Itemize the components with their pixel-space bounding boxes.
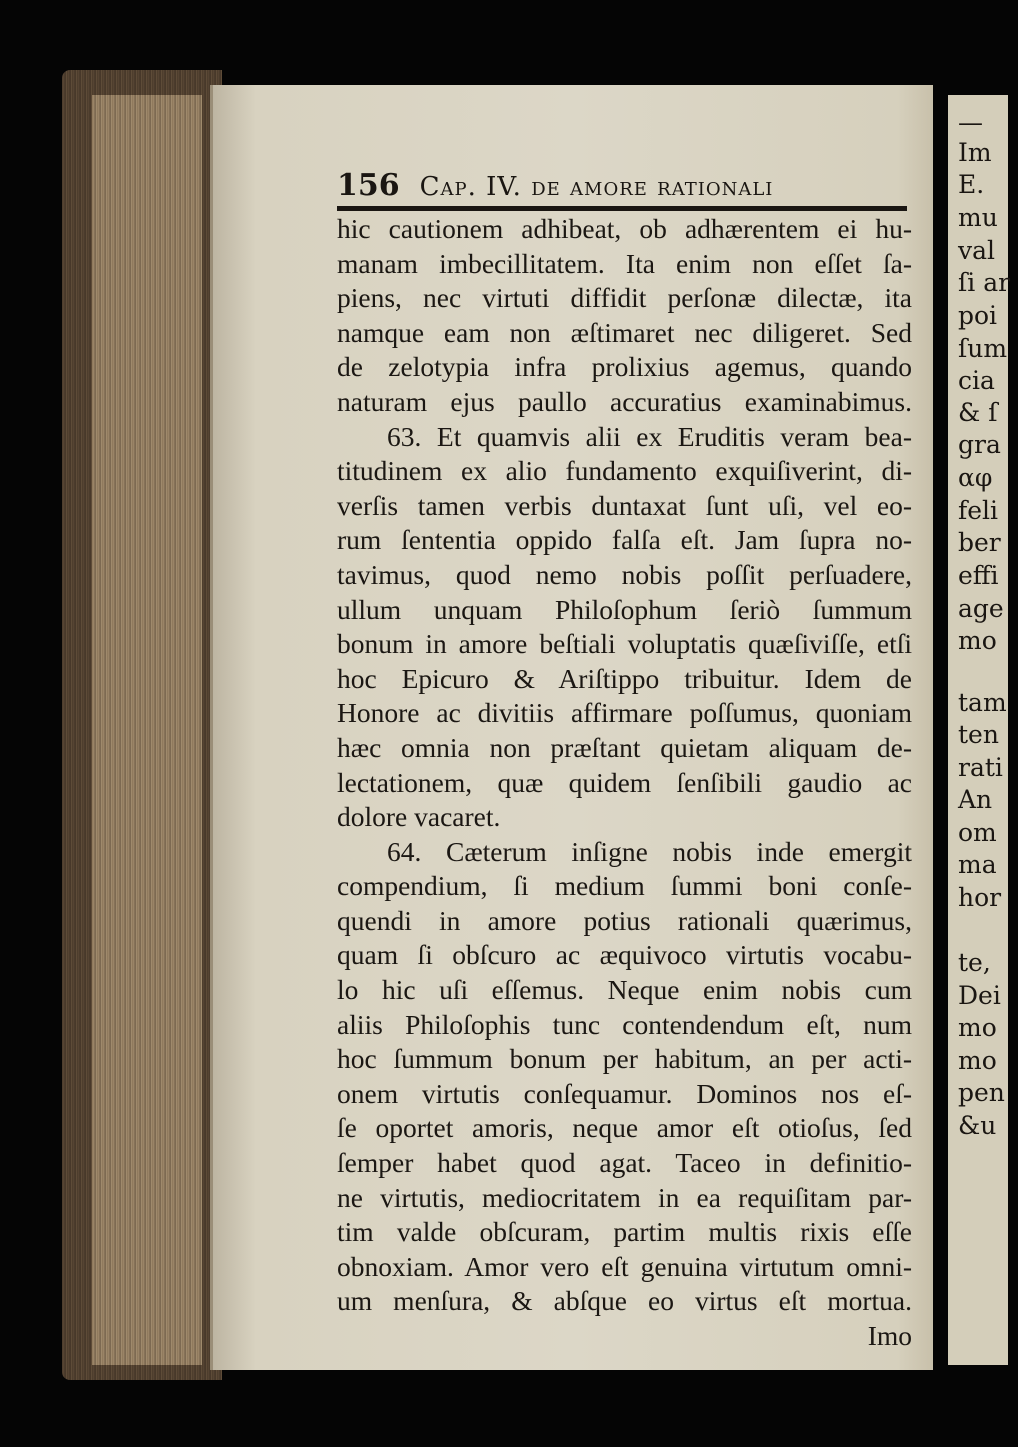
- paragraph-start-64: 64. Cæterum inſigne nobis inde emergit: [387, 835, 912, 867]
- facing-page-fragment: gra: [958, 430, 1001, 459]
- text-line: ne virtutis, mediocritatem in ea requiſitam par-: [337, 1181, 912, 1213]
- page-block-edge: [92, 95, 202, 1365]
- header-rule: [337, 206, 907, 211]
- text-line: aliis Philoſophis tunc contendendum eſt, num: [337, 1008, 912, 1040]
- text-line: tavimus, quod nemo nobis poſſit perſuadere,: [337, 558, 912, 590]
- facing-page-fragment: ſum: [958, 334, 1008, 363]
- chapter-title: Cap. IV. de amore rationali: [419, 172, 774, 202]
- text-line: hoc Epicuro & Ariſtippo tribuitur. Idem de: [337, 662, 912, 694]
- text-line: manam imbecillitatem. Ita enim non eſſet ſa-: [337, 247, 912, 279]
- facing-page-fragment: An: [958, 785, 993, 814]
- facing-page-fragment: val: [958, 236, 996, 265]
- facing-page-fragment: Dei: [958, 981, 1001, 1010]
- text-line: hæc omnia non præſtant quietam aliquam de-: [337, 731, 912, 763]
- text-line: verſis tamen verbis duntaxat ſunt uſi, vel eo-: [337, 489, 912, 521]
- text-line: piens, nec virtuti diffidit perſonæ dilectæ, ita: [337, 282, 912, 314]
- facing-page-fragment: mo: [958, 1046, 997, 1075]
- facing-page-fragment: ber: [958, 528, 1001, 557]
- facing-page-fragment: mo: [958, 626, 997, 655]
- facing-page-fragment: te,: [958, 948, 991, 977]
- text-line: ſe oportet amoris, neque amor eſt otioſus, ſed: [337, 1112, 912, 1144]
- facing-page-fragment: effi: [958, 561, 999, 590]
- body-text: [337, 212, 912, 1354]
- catchword: Imo: [867, 1320, 912, 1351]
- text-line: hic cautionem adhibeat, ob adhærentem ei hu-: [337, 213, 912, 244]
- facing-page-fragment: ſi ar: [958, 268, 1011, 297]
- paragraph-end-line: dolore vacaret.: [337, 801, 501, 833]
- facing-page-fragment: om: [958, 818, 997, 847]
- facing-page-fragment: Im: [958, 138, 992, 167]
- facing-page-fragment: ma: [958, 850, 997, 879]
- facing-page-fragment: & ſ: [958, 398, 998, 427]
- text-line: tim valde obſcuram, partim multis rixis eſſe: [337, 1216, 912, 1248]
- facing-page-fragment: ten: [958, 720, 999, 749]
- facing-page-fragment: poi: [958, 301, 998, 330]
- running-head: [337, 168, 907, 204]
- facing-page-fragment: E.: [958, 170, 985, 199]
- facing-page-fragment: tam: [958, 688, 1007, 717]
- facing-page-fragment: feli: [958, 496, 999, 525]
- text-line: namque eam non æſtimaret nec diligeret. Sed: [337, 316, 912, 348]
- text-line: onem virtutis conſequamur. Dominos nos eſ-: [337, 1077, 912, 1109]
- text-line: rum ſententia oppido falſa eſt. Jam ſupra no-: [337, 524, 912, 556]
- page-number: 156: [337, 168, 400, 203]
- facing-page-fragment: —: [958, 108, 983, 137]
- facing-page-fragment: mo: [958, 1013, 997, 1042]
- text-line: quendi in amore potius rationali quærimus,: [337, 904, 912, 936]
- text-line: ullum unquam Philoſophum ſeriò ſummum: [337, 593, 912, 625]
- text-line: bonum in amore beſtiali voluptatis quæſiviſſe, etſi: [337, 628, 912, 660]
- text-line: quam ſi obſcuro ac æquivoco virtutis vocabu-: [337, 939, 912, 971]
- text-line: obnoxiam. Amor vero eſt genuina virtutum omni-: [337, 1250, 912, 1282]
- text-line: ſemper habet quod agat. Taceo in definitio-: [337, 1147, 912, 1179]
- text-line: Honore ac divitiis affirmare poſſumus, quoniam: [337, 697, 912, 729]
- facing-page-fragment: mu: [958, 203, 998, 232]
- text-line: lo hic uſi eſſemus. Neque enim nobis cum: [337, 974, 912, 1006]
- facing-page-fragment: &u: [958, 1111, 997, 1140]
- facing-page-fragment: hor: [958, 883, 1002, 912]
- facing-page-fragment: pen: [958, 1078, 1005, 1107]
- paragraph-start-63: 63. Et quamvis alii ex Eruditis veram bea-: [387, 420, 912, 452]
- facing-page-fragment: cia: [958, 366, 995, 395]
- text-line: lectationem, quæ quidem ſenſibili gaudio ac: [337, 766, 912, 798]
- text-line: compendium, ſi medium ſummi boni conſe-: [337, 870, 912, 902]
- facing-page: [948, 95, 1011, 1365]
- text-line: hoc ſummum bonum per habitum, an per acti-: [337, 1043, 912, 1075]
- facing-page-fragment: rati: [958, 753, 1003, 782]
- text-line: titudinem ex alio fundamento exquiſiverint, di-: [337, 455, 912, 487]
- facing-page-fragment: αφ: [958, 463, 993, 492]
- text-line: naturam ejus paullo accuratius examinabimus.: [337, 385, 912, 417]
- text-line: de zelotypia infra prolixius agemus, quando: [337, 351, 912, 383]
- facing-page-fragment: age: [958, 594, 1004, 623]
- text-line: um menſura, & abſque eo virtus eſt mortua.: [337, 1285, 912, 1317]
